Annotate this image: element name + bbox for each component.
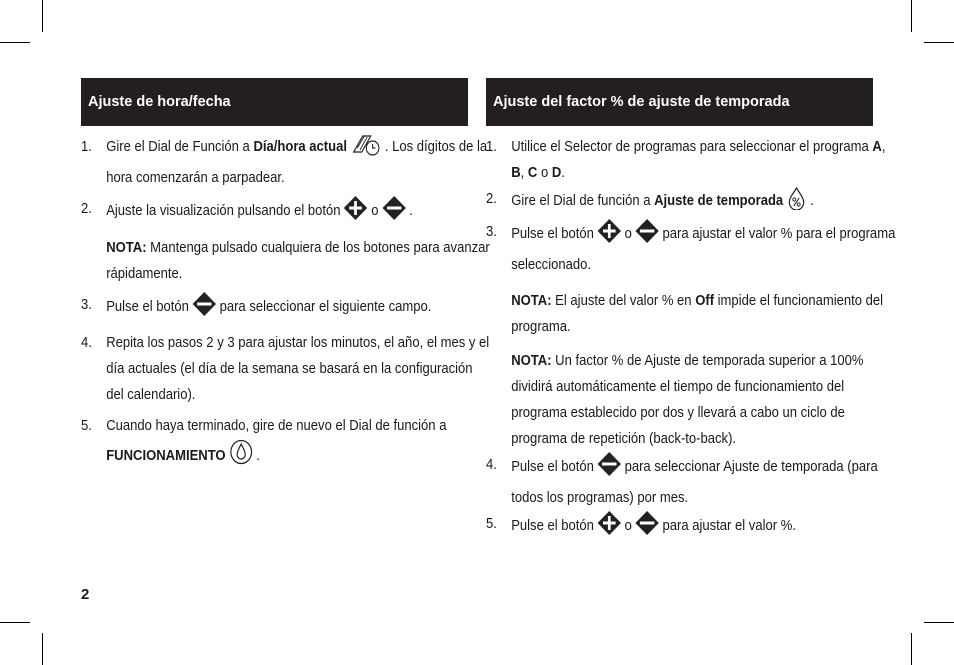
list-item: 1. Gire el Dial de Función a Día/hora actual . Los dígitos de la hora comenzarán a parpadear. (81, 134, 493, 191)
list-item: 5. Cuando haya terminado, gire de nuevo el Dial de función a FUNCIONAMIENTO . (81, 413, 493, 474)
datetime-dial-icon (351, 134, 382, 165)
crop-mark (924, 42, 954, 43)
section-header: Ajuste de hora/fecha (81, 78, 468, 126)
list-item: 3. Pulse el botón o para ajustar el valor % para el programa seleccionado. NOTA: El ajuste del valor % en Off impide el funcionamiento del programa. NOTA: Un factor % de Ajuste de temporada superior a 100% dividirá automáticamente el tiempo de funcionamiento del programa establecido por dos y llevará a cabo un ciclo de programa de repetición (back-to-back). (486, 219, 898, 452)
time-date-section (81, 78, 490, 474)
minus-button-icon (598, 452, 621, 485)
instruction-list (486, 134, 896, 544)
section-header: Ajuste del factor % de ajuste de temporada (486, 78, 873, 126)
list-item: 3. Pulse el botón para seleccionar el siguiente campo. (81, 292, 493, 325)
note: NOTA: Mantenga pulsado cualquiera de los botones para avanzar rápidamente. (106, 240, 490, 282)
crop-mark (42, 0, 43, 32)
list-item: 2. Gire el Dial de función a Ajuste de temporada . (486, 186, 898, 219)
list-item: 5. Pulse el botón o para ajustar el valor %. (486, 511, 898, 544)
crop-mark (924, 622, 954, 623)
page-number: 2 (81, 586, 90, 603)
minus-button-icon (635, 511, 658, 544)
plus-button-icon (598, 219, 621, 252)
run-dial-icon (229, 439, 252, 474)
minus-button-icon (382, 196, 405, 229)
crop-mark (911, 0, 912, 32)
note: NOTA: El ajuste del valor % en Off impide el funcionamiento del programa. (511, 293, 884, 335)
list-item: 4. Pulse el botón para seleccionar Ajuste de temporada (para todos los programas) por mes. (486, 452, 898, 511)
plus-button-icon (598, 511, 621, 544)
crop-mark (0, 622, 30, 623)
instruction-list (81, 134, 490, 474)
seasonal-adjust-dial-icon (787, 186, 807, 219)
minus-button-icon (193, 292, 216, 325)
list-item: 4. Repita los pasos 2 y 3 para ajustar los minutos, el año, el mes y el día actuales (el día de la semana se basará en la configuración del calendario). (81, 335, 490, 403)
note: NOTA: Un factor % de Ajuste de temporada superior a 100% dividirá automáticamente el tiempo de funcionamiento del programa establecido por dos y llevará a cabo un ciclo de programa de repetición (back-to-back). (511, 353, 864, 447)
list-item: 1. Utilice el Selector de programas para seleccionar el programa A, B, C o D. (486, 139, 886, 181)
list-item: 2. Ajuste la visualización pulsando el botón o . NOTA: Mantenga pulsado cualquiera de los botones para avanzar rápidamente. (81, 196, 493, 287)
minus-button-icon (635, 219, 658, 252)
crop-mark (42, 633, 43, 665)
crop-mark (911, 633, 912, 665)
seasonal-adjust-section (486, 78, 896, 544)
crop-mark (0, 42, 30, 43)
plus-button-icon (344, 196, 367, 229)
